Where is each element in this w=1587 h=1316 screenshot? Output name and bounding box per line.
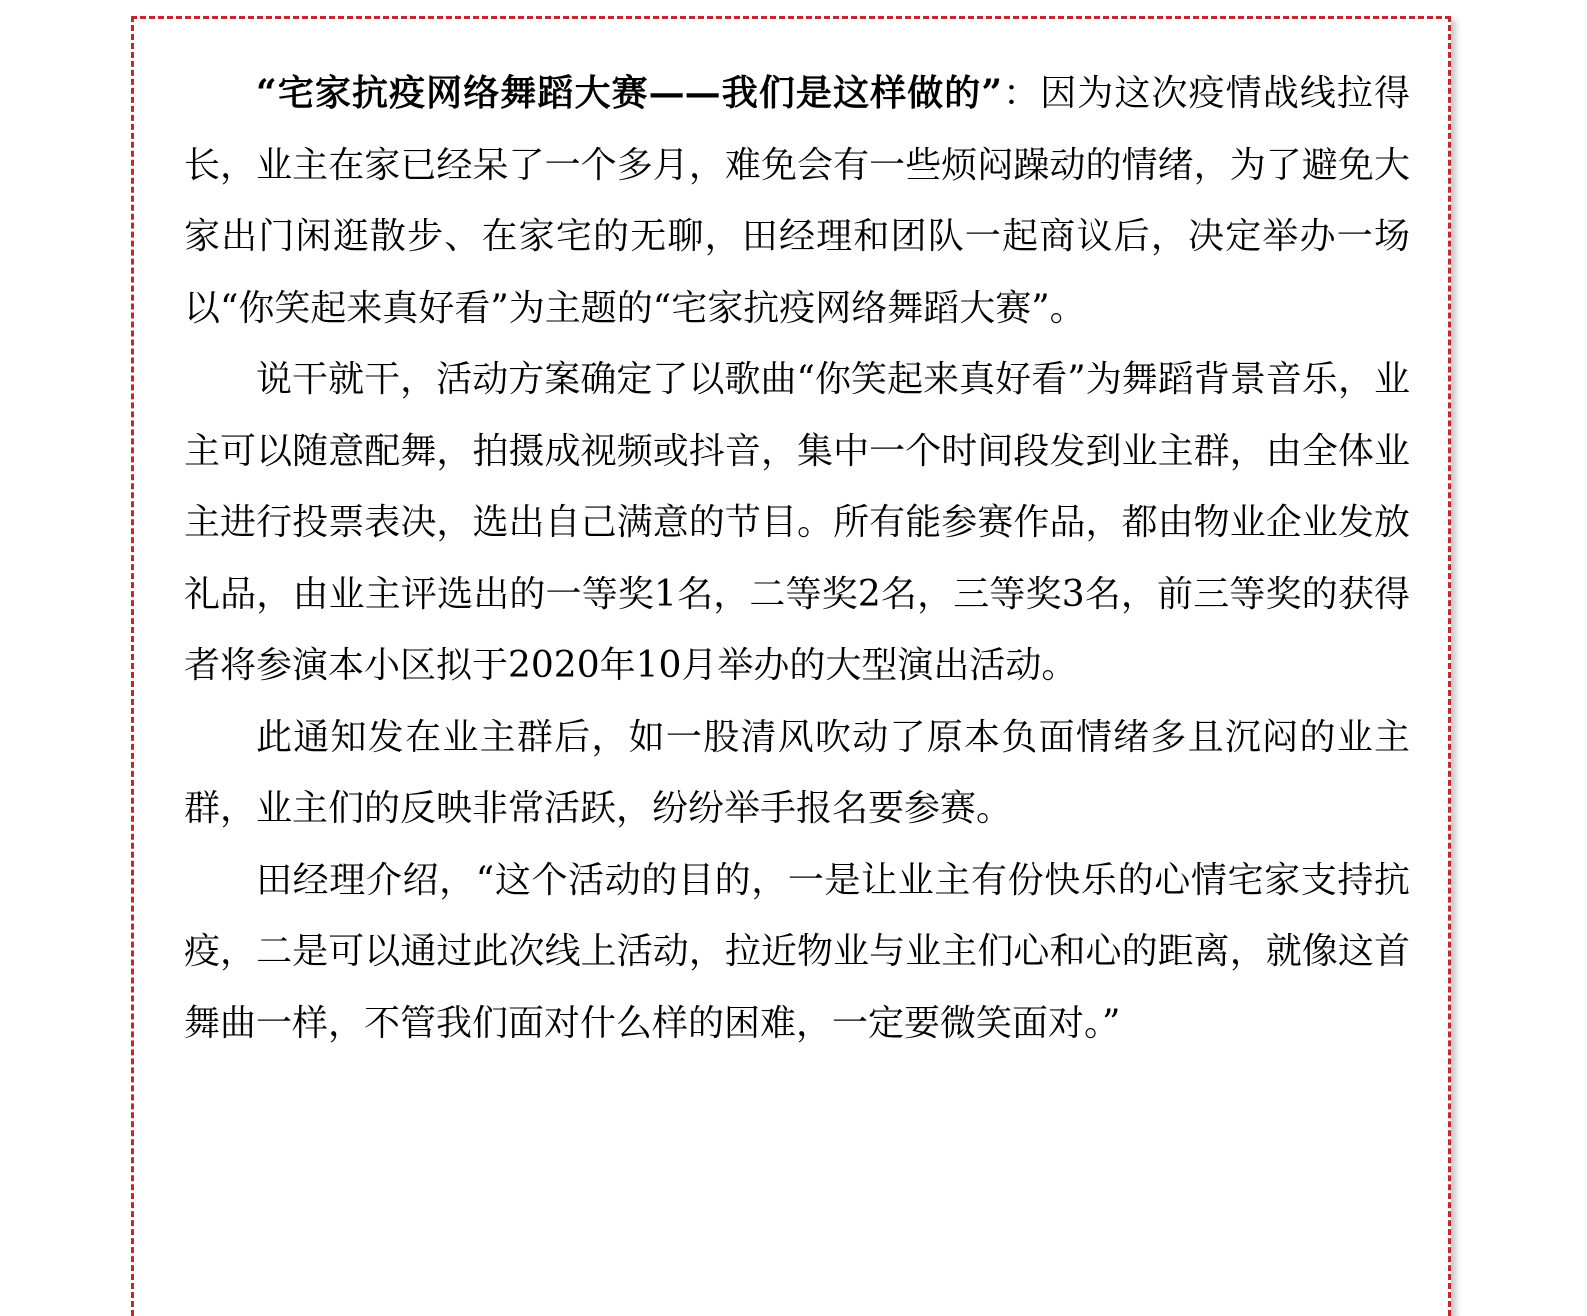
paragraph-1-heading: “宅家抗疫网络舞蹈大赛——我们是这样做的” (256, 72, 1003, 114)
paragraph-3: 此通知发在业主群后，如一股清风吹动了原本负面情绪多且沉闷的业主群，业主们的反映非常活跃，纷纷举手报名要参赛。 (184, 716, 1410, 829)
paragraph-2: 说干就干，活动方案确定了以歌曲“你笑起来真好看”为舞蹈背景音乐，业主可以随意配舞，拍摄成视频或抖音，集中一个时间段发到业主群，由全体业主进行投票表决，选出自己满意的节目。所有能参赛作品，都由物业企业发放礼品，由业主评选出的一等奖1名，二等奖2名，三等奖3名，前三等奖的获得者将参演本小区拟于2020年10月举办的大型演出活动。 (184, 359, 1410, 686)
paragraph-4: 田经理介绍，“这个活动的目的，一是让业主有份快乐的心情宅家支持抗疫，二是可以通过此次线上活动，拉近物业与业主们心和心的距离，就像这首舞曲一样，不管我们面对什么样的困难，一定要微笑面对。” (184, 859, 1410, 1044)
paragraph-1 (184, 58, 1410, 344)
paragraph-1-text: ：因为这次疫情战线拉得长，业主在家已经呆了一个多月，难免会有一些烦闷躁动的情绪，为了避免大家出门闲逛散步、在家宅的无聊，田经理和团队一起商议后，决定举办一场以“你笑起来真好看”为主题的“宅家抗疫网络舞蹈大赛”。 (184, 73, 1410, 329)
article-body (184, 58, 1410, 1059)
